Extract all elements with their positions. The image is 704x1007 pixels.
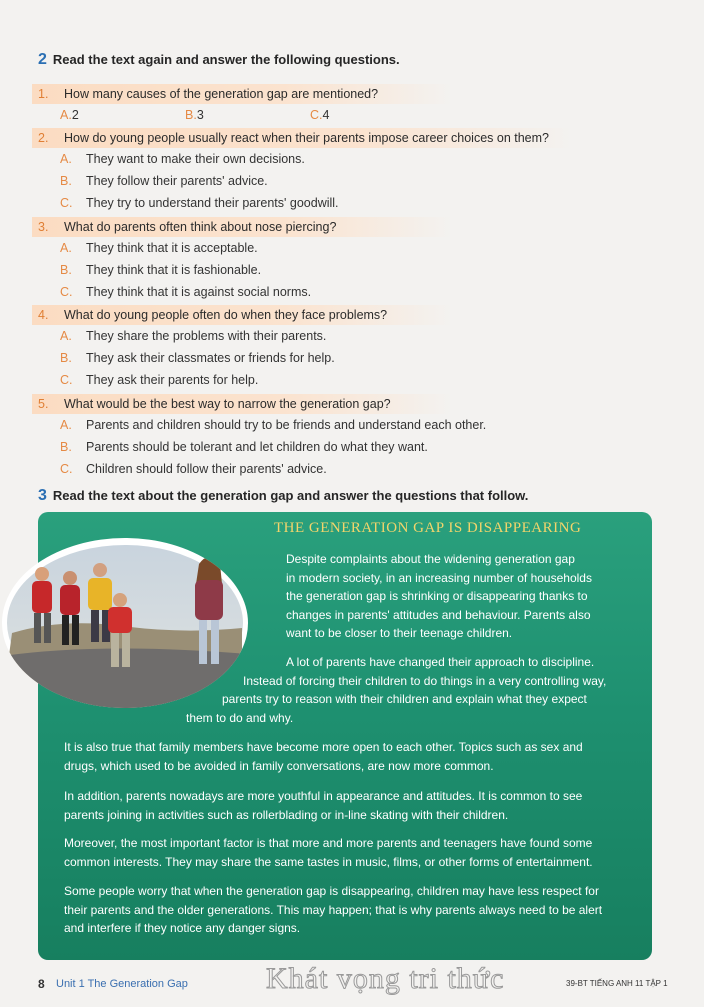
question-text: What do parents often think about nose piercing? <box>64 220 337 234</box>
passage-line: Instead of forcing their children to do things in a very controlling way, <box>243 674 607 688</box>
question-text: How do young people usually react when their parents impose career choices on them? <box>64 131 549 145</box>
option-letter: C. <box>60 462 73 476</box>
question-number: 2. <box>38 131 49 145</box>
option-letter: B. <box>60 351 72 365</box>
option-text: They think that it is fashionable. <box>86 263 262 277</box>
option-letter: C. <box>60 373 73 387</box>
option-text: Children should follow their parents' advice. <box>86 462 327 476</box>
option-text: They think that it is acceptable. <box>86 241 258 255</box>
option-letter: B. <box>60 174 72 188</box>
option-group <box>60 108 435 122</box>
passage-line: common interests. They may share the same tastes in music, films, or other forms of entertainment. <box>64 855 593 869</box>
option-letter: B. <box>60 263 72 277</box>
reading-title: THE GENERATION GAP IS DISAPPEARING <box>274 520 582 536</box>
option-text: They think that it is against social norms. <box>86 285 312 299</box>
option-letter: B. <box>185 108 197 122</box>
section-instruction: Read the text again and answer the following questions. <box>52 52 400 67</box>
passage-line: want to be closer to their teenage children. <box>286 626 513 640</box>
question-number: 3. <box>38 220 49 234</box>
passage-line: parents try to reason with their children and explain what they expect <box>222 692 587 706</box>
passage-line: parents joining in activities such as rollerblading or in-line skating with their children. <box>64 808 509 822</box>
option[interactable] <box>60 174 268 188</box>
option-text: They ask their parents for help. <box>86 373 259 387</box>
option[interactable] <box>60 329 326 343</box>
option-text: 3 <box>196 108 204 122</box>
passage-line: changes in parents' attitudes and behaviour. Parents also <box>286 608 591 622</box>
question-row <box>32 128 572 148</box>
watermark: Khát vọng tri thức <box>266 962 505 995</box>
option-text: Parents and children should try to be friends and understand each other. <box>86 418 487 432</box>
passage-line: and interfere if they notice any danger signs. <box>64 921 301 935</box>
question-row <box>32 84 452 104</box>
passage-line: In addition, parents nowadays are more youthful in appearance and attitudes. It is common to see <box>64 789 583 803</box>
passage-line: Despite complaints about the widening generation gap <box>286 552 575 566</box>
passage-line: Some people worry that when the generation gap is disappearing, children may have less respect for <box>64 884 599 898</box>
option-text: They share the problems with their parents. <box>86 329 327 343</box>
option[interactable] <box>60 351 335 365</box>
option[interactable] <box>60 152 305 166</box>
option-text: They ask their classmates or friends for help. <box>86 351 335 365</box>
section-number: 3 <box>38 487 47 504</box>
passage-line: their parents and the older generations. This may happen; that is why parents always need to be alert <box>64 903 603 917</box>
section-3-heading <box>38 487 528 505</box>
option[interactable] <box>60 241 258 255</box>
option[interactable] <box>60 108 185 122</box>
option-text: They try to understand their parents' goodwill. <box>86 196 339 210</box>
option[interactable] <box>60 418 486 432</box>
question-row <box>32 217 452 237</box>
question-text: What would be the best way to narrow the generation gap? <box>64 397 391 411</box>
option[interactable] <box>60 285 311 299</box>
passage-line: Moreover, the most important factor is that more and more parents and teenagers have found some <box>64 836 593 850</box>
section-number: 2 <box>38 51 47 68</box>
option[interactable] <box>60 440 428 454</box>
option-letter: A. <box>60 329 72 343</box>
question-text: How many causes of the generation gap are mentioned? <box>64 87 379 101</box>
unit-label: Unit 1 The Generation Gap <box>56 978 188 990</box>
question-number: 4. <box>38 308 49 322</box>
question-text: What do young people often do when they face problems? <box>64 308 388 322</box>
option-letter: C. <box>60 196 73 210</box>
passage-line: in modern society, in an increasing number of households <box>286 571 592 585</box>
option-text: 2 <box>71 108 79 122</box>
option-text: Parents should be tolerant and let children do what they want. <box>86 440 428 454</box>
option[interactable] <box>185 108 310 122</box>
option[interactable] <box>60 373 258 387</box>
passage-line: them to do and why. <box>186 711 294 725</box>
option-letter: C. <box>310 108 323 122</box>
option-text: 4 <box>322 108 330 122</box>
page-number: 8 <box>38 977 45 991</box>
family-photo <box>2 538 248 708</box>
option[interactable] <box>60 462 327 476</box>
passage-line: It is also true that family members have become more open to each other. Topics such as sex and <box>64 740 583 754</box>
book-id: 39-BT TIẾNG ANH 11 TẬP 1 <box>566 979 668 988</box>
passage-line: A lot of parents have changed their approach to discipline. <box>286 655 595 669</box>
section-instruction: Read the text about the generation gap and answer the questions that follow. <box>52 488 529 503</box>
passage-line: drugs, which used to be avoided in family conversations, are now more common. <box>64 759 494 773</box>
option[interactable] <box>310 108 435 122</box>
passage-line: the generation gap is shrinking or disappearing thanks to <box>286 589 588 603</box>
option-letter: A. <box>60 241 72 255</box>
question-number: 1. <box>38 87 49 101</box>
option[interactable] <box>60 196 339 210</box>
option-letter: C. <box>60 285 73 299</box>
option-letter: A. <box>60 418 72 432</box>
question-number: 5. <box>38 397 49 411</box>
section-2-heading <box>38 51 400 69</box>
skating-family-image <box>2 538 248 708</box>
option-letter: B. <box>60 440 72 454</box>
question-row <box>32 394 452 414</box>
option-text: They follow their parents' advice. <box>86 174 268 188</box>
option-letter: A. <box>60 108 72 122</box>
option-letter: A. <box>60 152 72 166</box>
option[interactable] <box>60 263 261 277</box>
option-text: They want to make their own decisions. <box>86 152 305 166</box>
question-row <box>32 305 452 325</box>
